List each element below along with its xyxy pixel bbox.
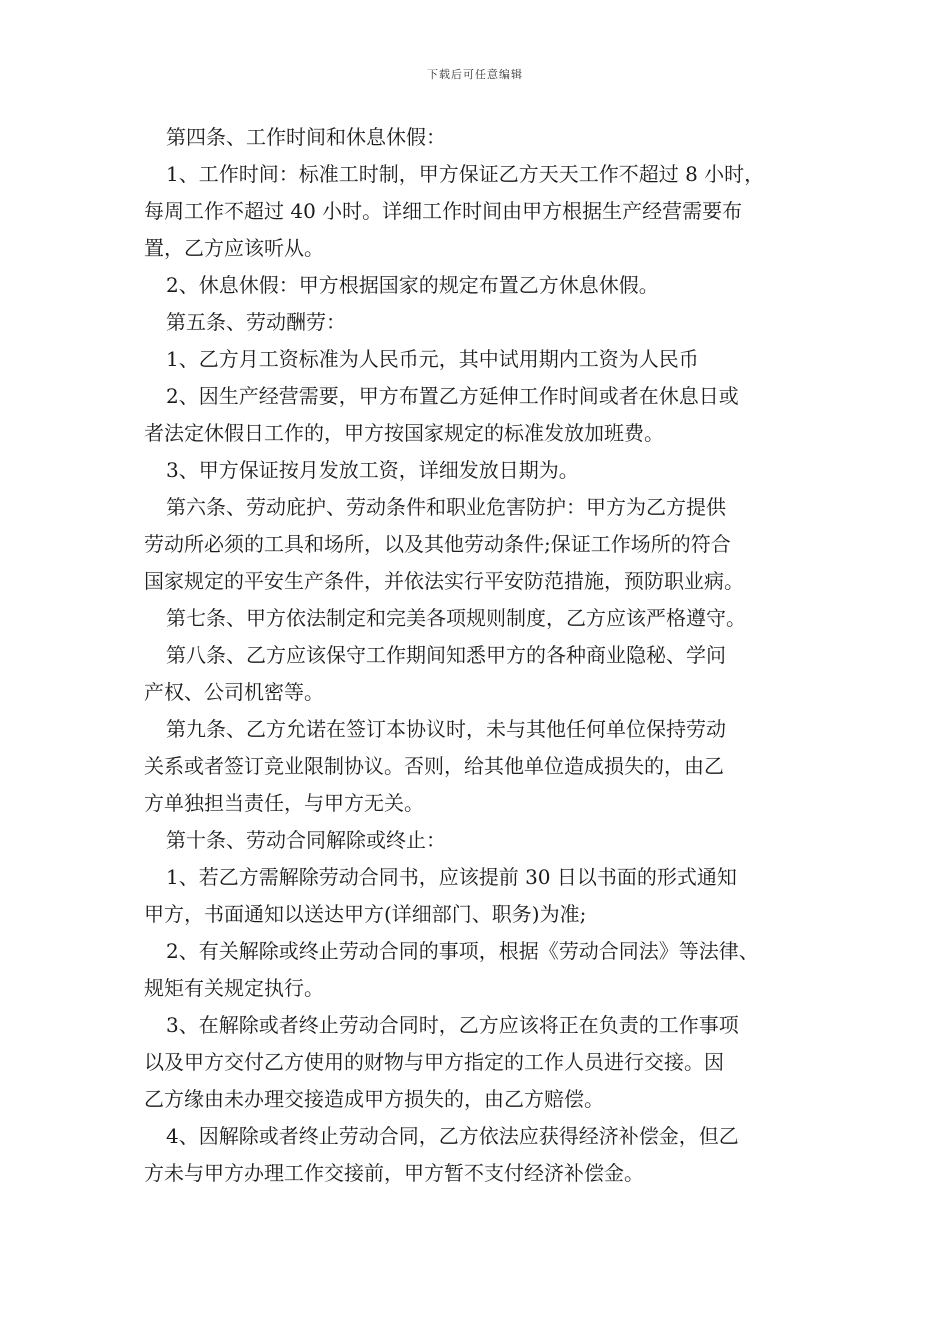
paragraph-line: 方未与甲方办理工作交接前，甲方暂不支付经济补偿金。 [144, 1161, 644, 1185]
paragraph-line: 1、若乙方需解除劳动合同书，应该提前 30 日以书面的形式通知 [166, 865, 737, 889]
paragraph-line: 3、在解除或者终止劳动合同时，乙方应该将正在负责的工作事项 [166, 1013, 739, 1037]
article-10-heading: 第十条、劳动合同解除或终止： [166, 828, 446, 852]
paragraph-line: 国家规定的平安生产条件，并依法实行平安防范措施，预防职业病。 [144, 569, 744, 593]
paragraph-line: 1、乙方月工资标准为人民币元，其中试用期内工资为人民币 [166, 347, 699, 371]
paragraph-line: 1、工作时间：标准工时制，甲方保证乙方天天工作不超过 8 小时， [166, 162, 765, 186]
paragraph-line: 2、有关解除或终止劳动合同的事项，根据《劳动合同法》等法律、 [166, 939, 759, 963]
paragraph-line: 劳动所必须的工具和场所，以及其他劳动条件;保证工作场所的符合 [144, 532, 731, 556]
paragraph-line: 3、甲方保证按月发放工资，详细发放日期为。 [166, 458, 579, 482]
paragraph-line: 以及甲方交付乙方使用的财物与甲方指定的工作人员进行交接。因 [144, 1050, 724, 1074]
article-4-heading: 第四条、工作时间和休息休假： [166, 125, 446, 149]
paragraph-line: 2、因生产经营需要，甲方布置乙方延伸工作时间或者在休息日或 [166, 384, 739, 408]
paragraph-line: 方单独担当责任，与甲方无关。 [144, 791, 424, 815]
paragraph-line: 关系或者签订竞业限制协议。否则，给其他单位造成损失的，由乙 [144, 754, 724, 778]
paragraph-line: 规矩有关规定执行。 [144, 976, 324, 1000]
paragraph-line: 产权、公司机密等。 [144, 680, 324, 704]
paragraph-line: 乙方缘由未办理交接造成甲方损失的，由乙方赔偿。 [144, 1087, 604, 1111]
article-6-heading: 第六条、劳动庇护、劳动条件和职业危害防护：甲方为乙方提供 [166, 495, 726, 519]
paragraph-line: 每周工作不超过 40 小时。详细工作时间由甲方根据生产经营需要布 [144, 199, 743, 223]
article-8-heading: 第八条、乙方应该保守工作期间知悉甲方的各种商业隐秘、学问 [166, 643, 726, 667]
page-header-note: 下载后可任意编辑 [427, 68, 523, 81]
paragraph-line: 甲方，书面通知以送达甲方(详细部门、职务)为准; [144, 902, 587, 926]
article-5-heading: 第五条、劳动酬劳： [166, 310, 346, 334]
article-9-heading: 第九条、乙方允诺在签订本协议时，未与其他任何单位保持劳动 [166, 717, 726, 741]
paragraph-line: 者法定休假日工作的，甲方按国家规定的标准发放加班费。 [144, 421, 664, 445]
paragraph-line: 2、休息休假：甲方根据国家的规定布置乙方休息休假。 [166, 273, 659, 297]
article-7-heading: 第七条、甲方依法制定和完美各项规则制度，乙方应该严格遵守。 [166, 606, 746, 630]
paragraph-line: 置，乙方应该听从。 [144, 236, 324, 260]
paragraph-line: 4、因解除或者终止劳动合同，乙方依法应获得经济补偿金，但乙 [166, 1124, 739, 1148]
